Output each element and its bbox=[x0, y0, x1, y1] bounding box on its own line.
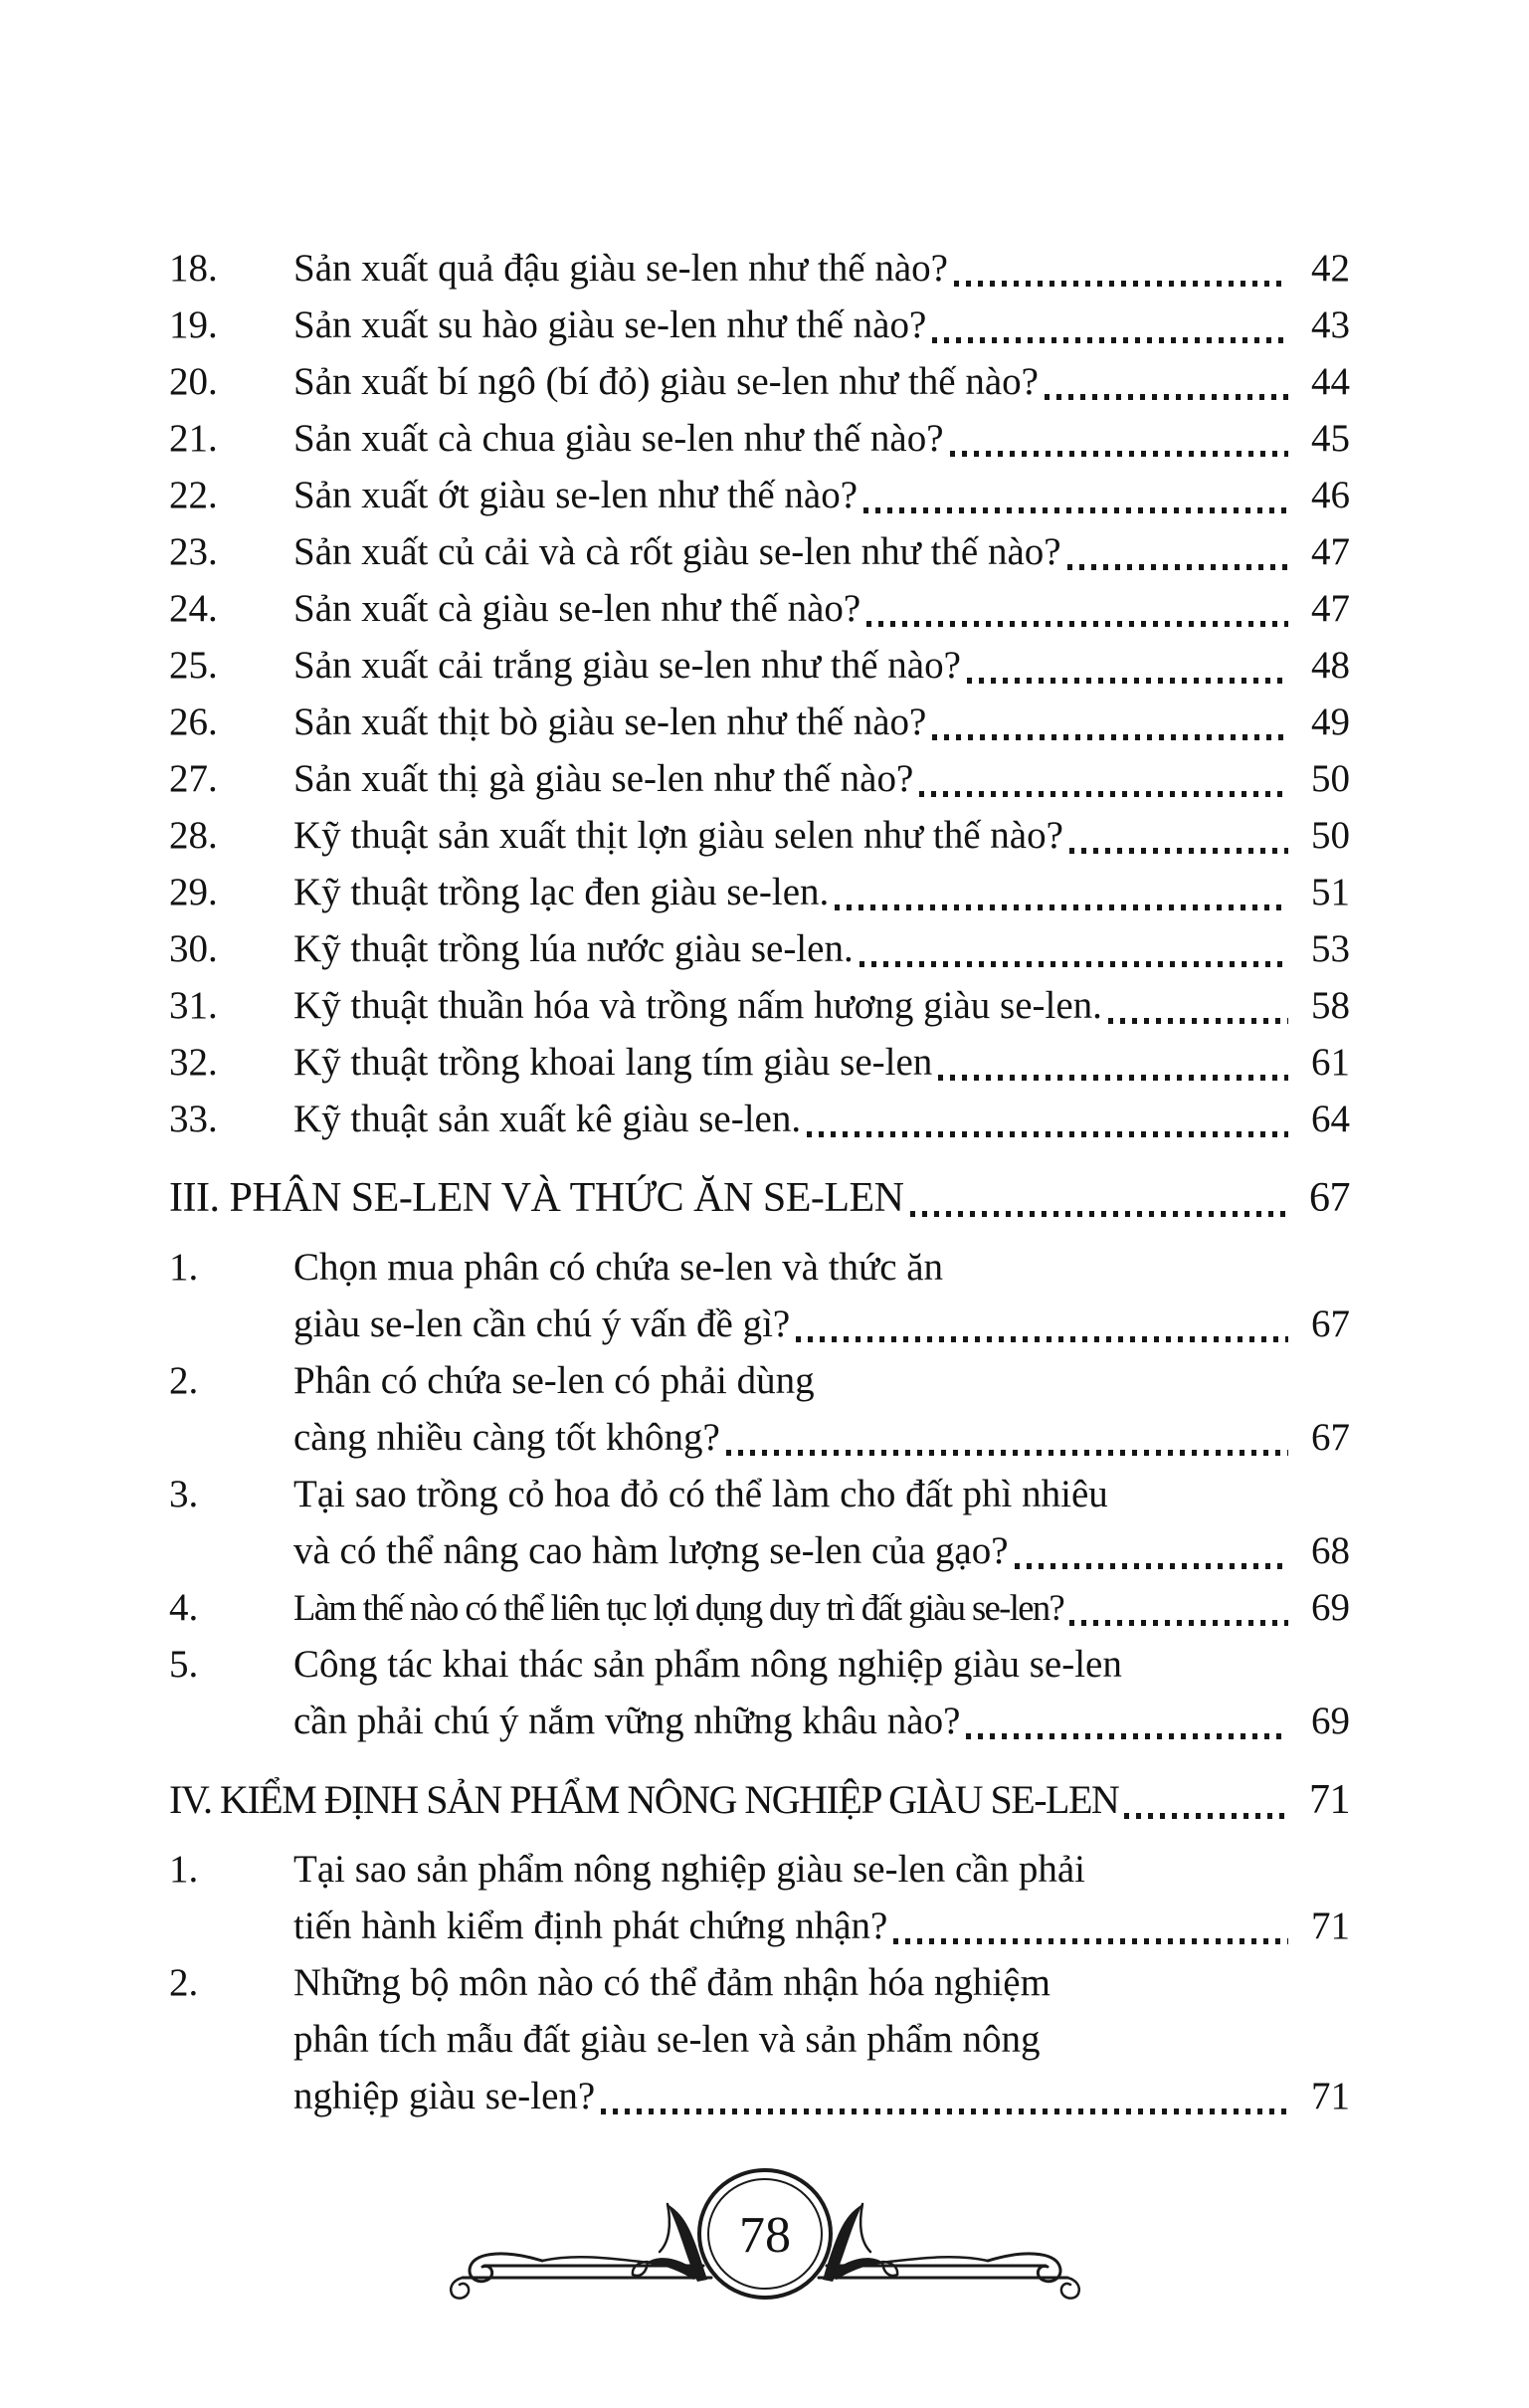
toc-item-line bbox=[293, 750, 1350, 807]
toc-item-text: Sản xuất củ cải và cà rốt giàu se-len như thế nào? bbox=[293, 530, 1061, 573]
toc-item bbox=[169, 1034, 1350, 1091]
dot-leader bbox=[966, 1733, 1288, 1739]
toc-item-text: cần phải chú ý nắm vững những khâu nào? bbox=[293, 1700, 961, 1742]
toc-item bbox=[169, 637, 1350, 694]
toc-item-line bbox=[293, 2068, 1350, 2124]
toc-item bbox=[169, 467, 1350, 523]
dot-leader bbox=[919, 791, 1288, 797]
dot-leader bbox=[1124, 1813, 1288, 1819]
toc-item bbox=[169, 1636, 1350, 1749]
toc-item-text: Kỹ thuật trồng lúa nước giàu se-len. bbox=[293, 927, 854, 970]
toc-item-body bbox=[293, 1034, 1350, 1091]
toc-item-text: giàu se-len cần chú ý vấn đề gì? bbox=[293, 1303, 791, 1345]
toc-item-text: nghiệp giàu se-len? bbox=[293, 2075, 596, 2117]
dot-leader bbox=[866, 621, 1288, 627]
dot-leader bbox=[938, 1075, 1288, 1081]
toc-item-number: 21. bbox=[169, 417, 218, 460]
toc-item-body bbox=[293, 637, 1350, 694]
toc-item bbox=[169, 580, 1350, 637]
toc-item-body bbox=[293, 1841, 1350, 1954]
toc-item bbox=[169, 920, 1350, 977]
toc-item-text: Sản xuất cà giàu se-len như thế nào? bbox=[293, 587, 861, 630]
dot-leader bbox=[1069, 1620, 1288, 1626]
toc-item-text: càng nhiều càng tốt không? bbox=[293, 1416, 720, 1459]
toc-item-number: 26. bbox=[169, 701, 218, 743]
dot-leader bbox=[893, 1938, 1288, 1944]
toc-item-page: 61 bbox=[1311, 1041, 1350, 1084]
toc-item-body bbox=[293, 1239, 1350, 1352]
toc-item-page: 50 bbox=[1311, 757, 1350, 800]
toc-item bbox=[169, 694, 1350, 750]
toc-section-heading bbox=[169, 1767, 1350, 1833]
toc-item-page: 69 bbox=[1311, 1586, 1350, 1629]
toc-item bbox=[169, 1466, 1350, 1579]
toc-item-body bbox=[293, 1466, 1350, 1579]
toc-item-body bbox=[293, 410, 1350, 467]
toc-item-line bbox=[293, 1091, 1350, 1147]
toc-item bbox=[169, 1091, 1350, 1147]
dot-leader bbox=[796, 1336, 1288, 1342]
toc-item-line bbox=[293, 240, 1350, 297]
toc-item-number: 25. bbox=[169, 644, 218, 687]
toc-item-page: 43 bbox=[1311, 303, 1350, 346]
toc-item-line bbox=[293, 694, 1350, 750]
toc-item-page: 45 bbox=[1311, 417, 1350, 460]
toc-item-body bbox=[293, 1636, 1350, 1749]
toc-item-page: 46 bbox=[1311, 474, 1350, 516]
dot-leader bbox=[967, 678, 1288, 684]
toc-item-page: 67 bbox=[1311, 1416, 1350, 1459]
toc-item-page: 51 bbox=[1311, 871, 1350, 913]
toc-item-line bbox=[293, 977, 1350, 1034]
toc-item-text: Sản xuất su hào giàu se-len như thế nào? bbox=[293, 303, 927, 346]
toc-item-page: 50 bbox=[1311, 814, 1350, 857]
toc-item-number: 24. bbox=[169, 587, 218, 630]
toc-item-body bbox=[293, 467, 1350, 523]
toc-item bbox=[169, 240, 1350, 297]
toc-item-number: 1. bbox=[169, 1848, 199, 1891]
toc-item-page: 67 bbox=[1311, 1303, 1350, 1345]
toc-item-text: Sản xuất thịt bò giàu se-len như thế nào? bbox=[293, 701, 927, 743]
toc-item-line bbox=[293, 1579, 1350, 1636]
dot-leader bbox=[726, 1450, 1288, 1456]
toc-item bbox=[169, 410, 1350, 467]
toc-item-text: Kỹ thuật thuần hóa và trồng nấm hương giàu se-len. bbox=[293, 984, 1102, 1027]
toc-item-line bbox=[293, 1034, 1350, 1091]
dot-leader bbox=[950, 451, 1288, 457]
toc-item-body bbox=[293, 1091, 1350, 1147]
toc-item-page: 42 bbox=[1311, 247, 1350, 290]
toc-item-text: Sản xuất cải trắng giàu se-len như thế nào? bbox=[293, 644, 961, 687]
toc-item-number: 27. bbox=[169, 757, 218, 800]
dot-leader bbox=[1067, 564, 1288, 570]
toc-item-text: Sản xuất cà chua giàu se-len như thế nào? bbox=[293, 417, 944, 460]
toc-item-number: 23. bbox=[169, 530, 218, 573]
toc-section-heading bbox=[169, 1165, 1350, 1231]
dot-leader bbox=[932, 337, 1288, 343]
toc-item-line bbox=[293, 1898, 1350, 1954]
toc-item-number: 22. bbox=[169, 474, 218, 516]
toc-item-line bbox=[293, 353, 1350, 410]
toc-item-body bbox=[293, 580, 1350, 637]
toc-item-text: Kỹ thuật trồng lạc đen giàu se-len. bbox=[293, 871, 830, 913]
toc-item-line bbox=[293, 467, 1350, 523]
toc-item-line bbox=[293, 523, 1350, 580]
toc-item-body bbox=[293, 1579, 1350, 1636]
toc-item-line bbox=[293, 410, 1350, 467]
dot-leader bbox=[835, 904, 1288, 910]
toc-item-body bbox=[293, 523, 1350, 580]
toc-item-body bbox=[293, 297, 1350, 353]
toc-item-line: Tại sao sản phẩm nông nghiệp giàu se-len cần phải bbox=[293, 1848, 1086, 1891]
toc-item-number: 2. bbox=[169, 1359, 199, 1402]
toc-item bbox=[169, 523, 1350, 580]
toc-item-number: 2. bbox=[169, 1961, 199, 2004]
dot-leader bbox=[1108, 1018, 1288, 1024]
toc-item-line bbox=[293, 637, 1350, 694]
toc-item-line: Phân có chứa se-len có phải dùng bbox=[293, 1359, 815, 1402]
toc-item-number: 18. bbox=[169, 247, 218, 290]
toc-item-page: 64 bbox=[1311, 1098, 1350, 1140]
toc-item bbox=[169, 864, 1350, 920]
page-footer bbox=[0, 2154, 1529, 2373]
toc-section-page: 67 bbox=[1309, 1175, 1350, 1221]
toc-item-text: Sản xuất thị gà giàu se-len như thế nào? bbox=[293, 757, 914, 800]
toc-item-line bbox=[293, 1296, 1350, 1352]
toc-item-line: Tại sao trồng cỏ hoa đỏ có thể làm cho đất phì nhiêu bbox=[293, 1473, 1108, 1515]
dot-leader bbox=[1015, 1563, 1288, 1569]
dot-leader bbox=[1069, 848, 1288, 854]
toc-section-heading-text: IV. KIỂM ĐỊNH SẢN PHẨM NÔNG NGHIỆP GIÀU SE-LEN bbox=[169, 1777, 1119, 1822]
toc-item-text: Làm thế nào có thể liên tục lợi dụng duy trì đất giàu se-len? bbox=[293, 1587, 1064, 1628]
toc-item bbox=[169, 1352, 1350, 1466]
toc-item-body bbox=[293, 750, 1350, 807]
dot-leader bbox=[910, 1211, 1289, 1217]
toc-item-line bbox=[293, 297, 1350, 353]
toc-item-number: 19. bbox=[169, 303, 218, 346]
dot-leader bbox=[932, 734, 1288, 740]
toc-item bbox=[169, 1239, 1350, 1352]
toc-item-number: 5. bbox=[169, 1643, 199, 1686]
toc-item-page: 47 bbox=[1311, 530, 1350, 573]
dot-leader bbox=[1045, 394, 1288, 400]
toc-item-body bbox=[293, 240, 1350, 297]
toc-item-number: 33. bbox=[169, 1098, 218, 1140]
toc-item-body bbox=[293, 920, 1350, 977]
toc-item-page: 71 bbox=[1311, 2075, 1350, 2117]
toc-item-number: 32. bbox=[169, 1041, 218, 1084]
toc-item-text: tiến hành kiểm định phát chứng nhận? bbox=[293, 1905, 888, 1947]
toc-item-number: 20. bbox=[169, 360, 218, 403]
dot-leader bbox=[860, 961, 1288, 967]
toc-item-page: 49 bbox=[1311, 701, 1350, 743]
toc-item-page: 47 bbox=[1311, 587, 1350, 630]
toc-item bbox=[169, 1841, 1350, 1954]
toc-item-text: Kỹ thuật sản xuất kê giàu se-len. bbox=[293, 1098, 802, 1140]
toc-item-text: và có thể nâng cao hàm lượng se-len của gạo? bbox=[293, 1529, 1009, 1572]
toc-item-body bbox=[293, 807, 1350, 864]
dot-leader bbox=[601, 2108, 1288, 2114]
toc-item-number: 28. bbox=[169, 814, 218, 857]
toc-item-body bbox=[293, 1954, 1350, 2124]
toc-item bbox=[169, 807, 1350, 864]
toc-item-line bbox=[293, 580, 1350, 637]
toc-section-page: 71 bbox=[1309, 1777, 1350, 1823]
toc-item-text: Sản xuất quả đậu giàu se-len như thế nào? bbox=[293, 247, 948, 290]
toc-item bbox=[169, 1579, 1350, 1636]
toc-item-body bbox=[293, 353, 1350, 410]
page-number: 78 bbox=[738, 2207, 791, 2264]
toc-item-text: Sản xuất bí ngô (bí đỏ) giàu se-len như thế nào? bbox=[293, 360, 1039, 403]
toc-item-line: Những bộ môn nào có thể đảm nhận hóa nghiệm bbox=[293, 1961, 1051, 2004]
toc-item-line bbox=[293, 1693, 1350, 1749]
toc-item-page: 71 bbox=[1311, 1905, 1350, 1947]
toc-section-heading-text: III. PHÂN SE-LEN VÀ THỨC ĂN SE-LEN bbox=[169, 1175, 904, 1221]
toc-item-body bbox=[293, 864, 1350, 920]
toc-item-number: 3. bbox=[169, 1473, 199, 1515]
toc-item-text: Kỹ thuật sản xuất thịt lợn giàu selen như thế nào? bbox=[293, 814, 1063, 857]
toc-item-body bbox=[293, 977, 1350, 1034]
toc-item-line bbox=[293, 1409, 1350, 1466]
toc-item-page: 53 bbox=[1311, 927, 1350, 970]
toc-item-page: 48 bbox=[1311, 644, 1350, 687]
toc-item-page: 69 bbox=[1311, 1700, 1350, 1742]
toc-item-page: 68 bbox=[1311, 1529, 1350, 1572]
footer-ornament bbox=[447, 2154, 1083, 2373]
dot-leader bbox=[807, 1131, 1288, 1137]
toc-item-number: 30. bbox=[169, 927, 218, 970]
toc-item-line bbox=[293, 807, 1350, 864]
toc-item bbox=[169, 750, 1350, 807]
toc-item-number: 31. bbox=[169, 984, 218, 1027]
toc-item-number: 4. bbox=[169, 1586, 199, 1629]
toc-item-line: Chọn mua phân có chứa se-len và thức ăn bbox=[293, 1246, 944, 1289]
toc-item-line: phân tích mẫu đất giàu se-len và sản phẩm nông bbox=[293, 2018, 1041, 2061]
toc-item-number: 1. bbox=[169, 1246, 199, 1289]
toc-item bbox=[169, 977, 1350, 1034]
dot-leader bbox=[863, 507, 1288, 513]
dot-leader bbox=[954, 281, 1288, 287]
toc-item-text: Sản xuất ớt giàu se-len như thế nào? bbox=[293, 474, 859, 516]
toc-item-line: Công tác khai thác sản phẩm nông nghiệp giàu se-len bbox=[293, 1643, 1122, 1686]
toc-item-page: 58 bbox=[1311, 984, 1350, 1027]
toc-item bbox=[169, 353, 1350, 410]
toc-item bbox=[169, 1954, 1350, 2124]
toc-item bbox=[169, 297, 1350, 353]
toc-item-line bbox=[293, 920, 1350, 977]
toc-item-text: Kỹ thuật trồng khoai lang tím giàu se-len bbox=[293, 1041, 933, 1084]
toc-item-body bbox=[293, 694, 1350, 750]
toc-item-body bbox=[293, 1352, 1350, 1466]
toc-item-line bbox=[293, 1522, 1350, 1579]
toc-item-page: 44 bbox=[1311, 360, 1350, 403]
toc-item-line bbox=[293, 864, 1350, 920]
toc-item-number: 29. bbox=[169, 871, 218, 913]
